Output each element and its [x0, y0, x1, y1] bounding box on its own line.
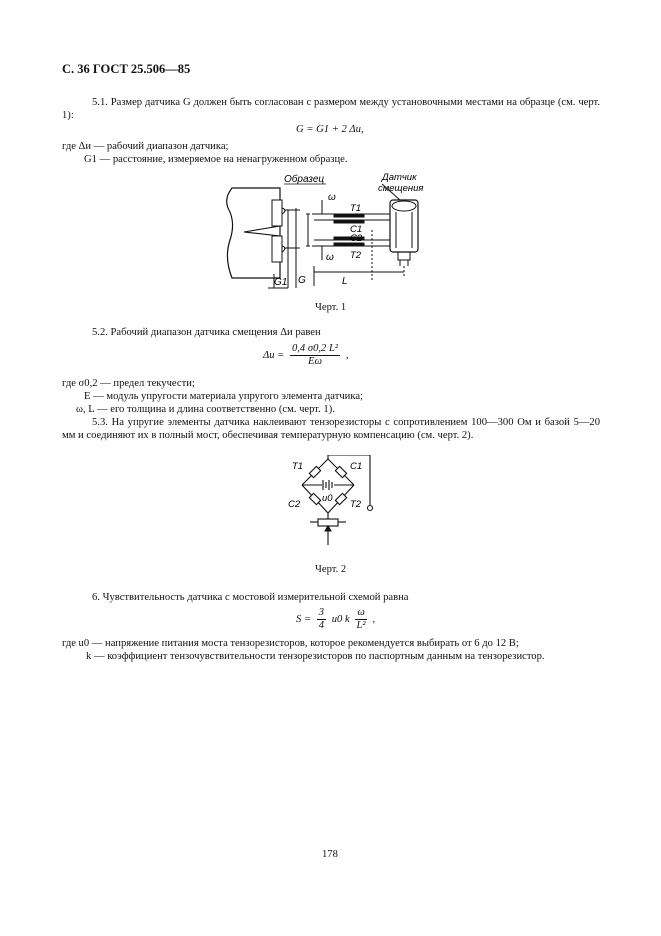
- formula-delta-fraction: [290, 343, 340, 368]
- figure-1-drawing: [222, 170, 442, 298]
- formula-s-fraction-2: [355, 607, 366, 632]
- label-obrazec: Образец: [284, 174, 325, 185]
- figure-2-bridge: [282, 455, 382, 550]
- label-c2: C2: [350, 233, 363, 244]
- where-k: k — коэффициент тензочувствительности тензорезисторов по паспортным данным на тензорезистор.: [86, 651, 545, 662]
- label-datchik: Датчик: [382, 172, 417, 183]
- label-omega-bottom: ω: [326, 252, 334, 263]
- formula-delta-denominator: Eω: [308, 356, 322, 367]
- formula-s-fraction-1: [317, 607, 326, 632]
- formula-s-frac2-den: L²: [356, 620, 366, 631]
- label-t1: T1: [350, 203, 362, 214]
- page-header: С. 36 ГОСТ 25.506—85: [62, 62, 191, 76]
- label-g1: G1: [274, 277, 288, 288]
- formula-s: [296, 607, 375, 632]
- bridge-label-u0: u0: [322, 493, 333, 504]
- formula-s-frac2-num: ω: [357, 607, 365, 618]
- where-sigma: где σ0,2 — предел текучести;: [62, 378, 195, 389]
- formula-delta: [263, 343, 348, 368]
- label-t2: T2: [350, 250, 362, 261]
- paragraph-5-3: 5.3. На упругие элементы датчика наклеивают тензорезисторы с сопротивлением 100—300 Ом и базой 5—20 мм и соединяют их в полный мост, обеспечивая температурную компенсацию (см. черт. 2).: [62, 417, 600, 441]
- where-delta: где Δи — рабочий диапазон датчика;: [62, 141, 229, 152]
- formula-g: G = G1 + 2 Δи,: [296, 124, 364, 135]
- where-omega-l: ω, L — его толщина и длина соответственно (см. черт. 1).: [76, 404, 335, 415]
- label-omega-top: ω: [328, 192, 336, 203]
- formula-s-comma: ,: [372, 613, 376, 625]
- figure-2-caption: Черт. 2: [315, 564, 347, 575]
- paragraph-5-1: 5.1. Размер датчика G должен быть согласован с размером между установочными местами на образце (см. черт. 1):: [62, 97, 600, 121]
- formula-s-frac1-den: 4: [318, 620, 325, 631]
- formula-delta-numerator: 0,4 σ0,2 L²: [291, 343, 339, 354]
- formula-s-mid: u0 k: [331, 613, 350, 625]
- bridge-label-t2: T2: [350, 499, 362, 510]
- paragraph-5-2: 5.2. Рабочий диапазон датчика смещения Δи равен: [92, 327, 321, 338]
- where-u0: где u0 — напряжение питания моста тензорезисторов, которое рекомендуется выбирать от 6 до 12 В;: [62, 638, 519, 649]
- formula-delta-lhs: Δи =: [263, 349, 285, 361]
- label-g: G: [298, 275, 306, 286]
- bridge-label-c2: C2: [288, 499, 301, 510]
- formula-s-lhs: S =: [296, 613, 312, 625]
- formula-s-frac1-num: 3: [318, 607, 325, 618]
- label-c1: C1: [350, 224, 363, 235]
- figure-1-caption: Черт. 1: [315, 302, 347, 313]
- page-number: 178: [322, 849, 338, 860]
- bridge-label-t1: T1: [292, 461, 304, 472]
- where-g1: G1 — расстояние, измеряемое на ненагруженном образце.: [84, 154, 348, 165]
- where-e: E — модуль упругости материала упругого элемента датчика;: [84, 391, 363, 402]
- paragraph-6: 6. Чувствительность датчика с мостовой измерительной схемой равна: [92, 592, 409, 603]
- label-l: L: [342, 276, 348, 287]
- formula-delta-comma: ,: [345, 349, 349, 361]
- bridge-label-c1: C1: [350, 461, 363, 472]
- label-smescheniya: смещения: [378, 183, 424, 194]
